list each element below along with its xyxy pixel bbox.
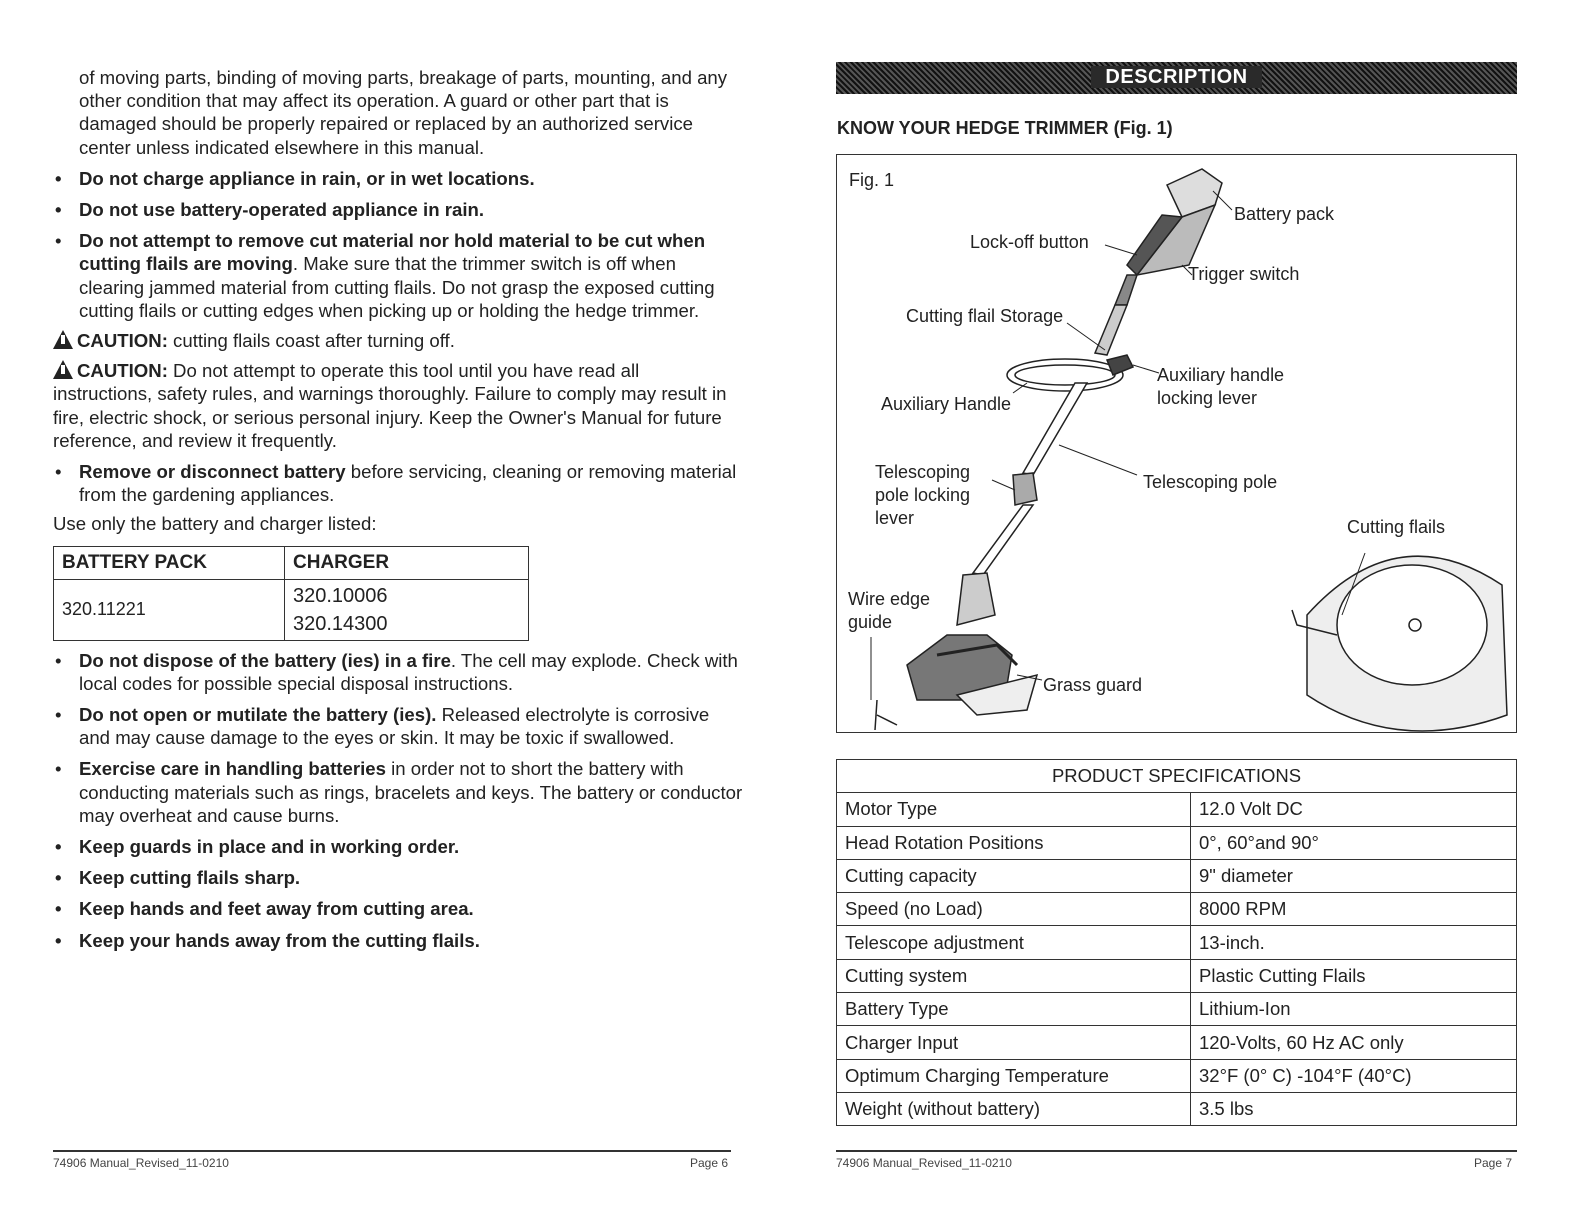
label-lock-off-button: Lock-off button — [970, 232, 1089, 252]
warning-icon — [53, 360, 73, 379]
figure-1 — [836, 154, 1517, 733]
label-cutting-flail-storage: Cutting flail Storage — [906, 306, 1064, 326]
left-page-content — [53, 66, 743, 952]
warning-icon — [53, 330, 73, 349]
label-telescoping-pole: Telescoping pole — [1143, 472, 1278, 492]
table-row: Cutting system Plastic Cutting Flails — [837, 959, 1517, 992]
footer-left-doc: 74906 Manual_Revised_11-0210 — [53, 1156, 229, 1170]
charger-models: 320.10006 320.14300 — [285, 579, 529, 640]
bullet-sharp: • Keep cutting flails sharp. — [55, 867, 301, 889]
product-specifications-table — [836, 759, 1517, 1126]
bullet-guards: • Keep guards in place and in working order. — [55, 836, 460, 858]
label-trigger-switch: Trigger switch — [1188, 264, 1300, 284]
battery-pack-header: BATTERY PACK — [54, 546, 285, 579]
bullet-hands-feet: • Keep hands and feet away from cutting area. — [55, 898, 474, 920]
label-aux-handle-lever: Auxiliary handle locking lever — [1157, 365, 1285, 408]
intro-paragraph: of moving parts, binding of moving parts, breakage of parts, mounting, and any other condition that may affect its operation. A guard or other part that is damaged should be properly repaired or replaced by an authorized service center unless indicated elsewhere in this manual. — [79, 67, 728, 158]
footer-right-doc: 74906 Manual_Revised_11-0210 — [836, 1156, 1012, 1170]
label-grass-guard: Grass guard — [1043, 675, 1143, 695]
footer-rule-right — [836, 1150, 1517, 1152]
bullet-remove-battery: • Remove or disconnect battery before servicing, cleaning or removing material from the gardening appliances. — [55, 461, 737, 506]
bullet-mutilate: • Do not open or mutilate the battery (ies). Released electrolyte is corrosive and may cause damage to the eyes or skin. It may be toxic if swallowed. — [55, 704, 710, 749]
table-row: Charger Input 120-Volts, 60 Hz AC only — [837, 1026, 1517, 1059]
label-telescoping-lever: Telescoping pole locking lever — [875, 462, 971, 528]
bullet-hands-flails: • Keep your hands away from the cutting flails. — [55, 929, 480, 951]
label-wire-edge-guide: Wire edge guide — [848, 589, 931, 632]
battery-charger-table — [53, 546, 529, 641]
table-row: Head Rotation Positions 0°, 60°and 90° — [837, 826, 1517, 859]
table-row: Optimum Charging Temperature 32°F (0° C) -104°F (40°C) — [837, 1059, 1517, 1092]
table-row: Speed (no Load) 8000 RPM — [837, 893, 1517, 926]
auxiliary-handle-shape — [1007, 359, 1123, 391]
banner-title: DESCRIPTION — [1091, 66, 1261, 88]
bullet-dispose-fire: • Do not dispose of the battery (ies) in a fire. The cell may explode. Check with local codes for possible special disposal instructions. — [55, 649, 738, 694]
label-cutting-flails: Cutting flails — [1347, 517, 1446, 537]
caution-coast: CAUTION: cutting flails coast after turning off. — [53, 328, 743, 352]
label-auxiliary-handle: Auxiliary Handle — [881, 394, 1012, 414]
battery-model: 320.11221 — [54, 579, 285, 640]
table-row: Cutting capacity 9" diameter — [837, 859, 1517, 892]
use-only-text: Use only the battery and charger listed: — [53, 513, 377, 535]
fig-label: Fig. 1 — [849, 170, 895, 190]
caution-read-instructions: CAUTION: Do not attempt to operate this tool until you have read all instructions, safety rules, and warnings thoroughly. Failure to comply may result in fire, electric shock, or serious personal injury. Keep the Owner's Manual for future reference, and review it frequently. — [53, 360, 727, 451]
footer-left-page: Page 6 — [690, 1156, 729, 1170]
bullet-remove-material: • Do not attempt to remove cut material nor hold material to be cut when cutting flails are moving. Make sure that the trimmer switch is off when clearing jammed material from cutting flails. Do not grasp the exposed cutting cutting flails or cutting edges when picking up or holding the hedge trimmer. — [55, 230, 715, 321]
hedge-trimmer-illustration — [837, 155, 1516, 732]
table-row: Motor Type 12.0 Volt DC — [837, 793, 1517, 826]
bullet-handling: • Exercise care in handling batteries in order not to short the battery with conducting materials such as rings, bracelets and keys. The battery or conductor may overheat and cause burns. — [55, 758, 743, 826]
bullet-charge-rain: • Do not charge appliance in rain, or in wet locations. — [55, 167, 535, 189]
footer-right-page: Page 7 — [1474, 1156, 1513, 1170]
footer-rule-left — [53, 1150, 731, 1152]
specs-title: PRODUCT SPECIFICATIONS — [837, 760, 1517, 793]
battery-pack-shape — [1167, 169, 1222, 217]
label-battery-pack: Battery pack — [1234, 204, 1335, 224]
bullet-use-rain: • Do not use battery-operated appliance in rain. — [55, 199, 485, 221]
description-banner — [836, 62, 1517, 94]
section-heading: KNOW YOUR HEDGE TRIMMER (Fig. 1) — [837, 118, 1173, 138]
table-row: Weight (without battery) 3.5 lbs — [837, 1092, 1517, 1125]
table-row: Battery Type Lithium-Ion — [837, 993, 1517, 1026]
table-row: Telescope adjustment 13-inch. — [837, 926, 1517, 959]
charger-header: CHARGER — [285, 546, 529, 579]
